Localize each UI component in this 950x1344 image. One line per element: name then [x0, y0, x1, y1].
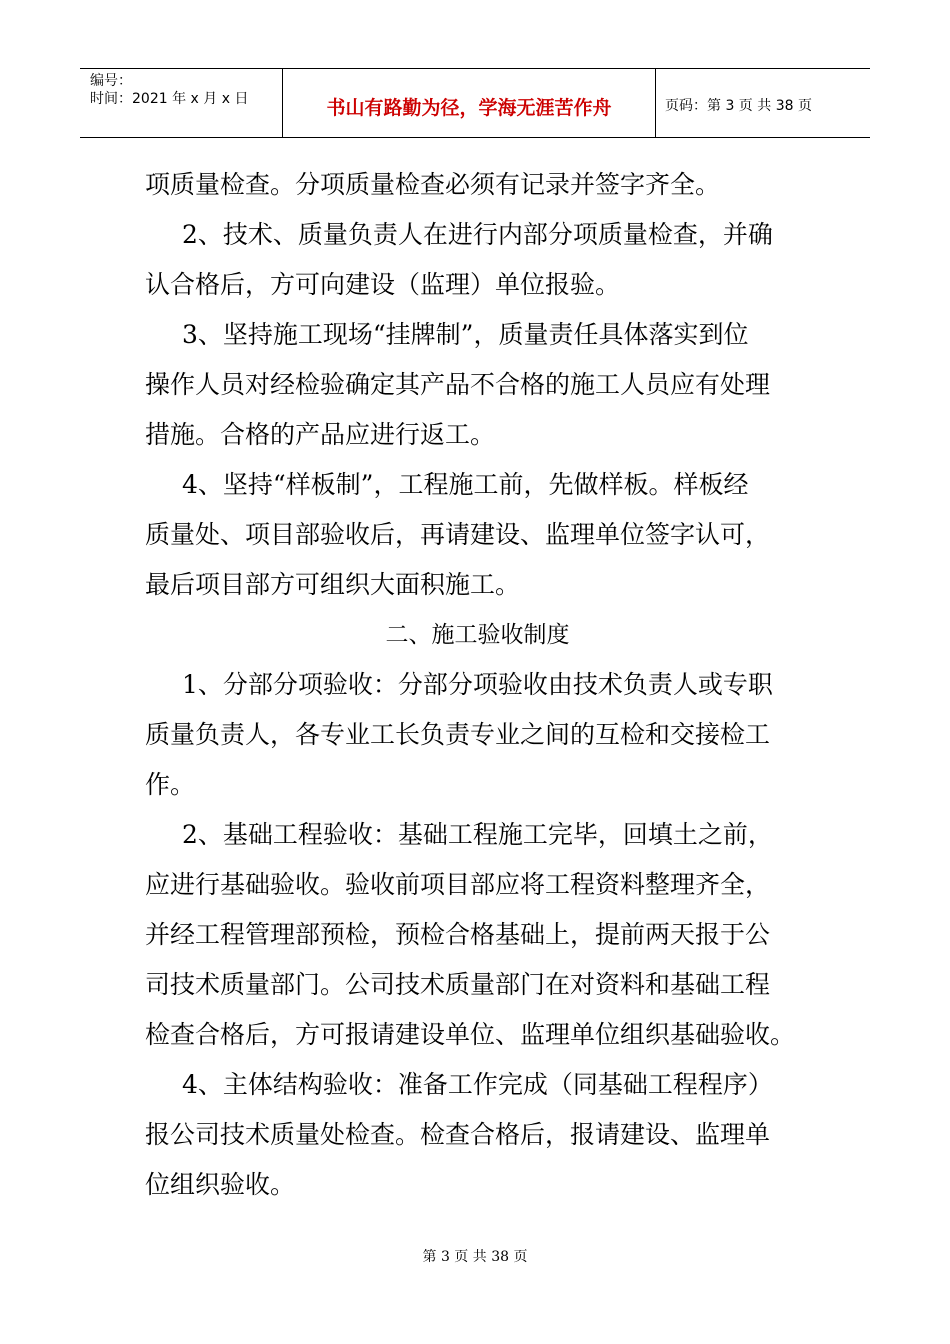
header-page-cell	[655, 69, 870, 137]
body-line: 措施。合格的产品应进行返工。	[145, 420, 496, 449]
header-page-info: 页码：第 3 页 共 38 页	[665, 98, 812, 114]
body-line: 1、分部分项验收：分部分项验收由技术负责人或专职	[182, 670, 773, 699]
body-line: 位组织验收。	[145, 1170, 296, 1199]
body-line: 项质量检查。分项质量检查必须有记录并签字齐全。	[145, 170, 721, 199]
header-meta-cell	[80, 69, 282, 137]
body-line: 2、基础工程验收：基础工程施工完毕，回填土之前，	[182, 820, 773, 849]
body-line: 质量处、项目部验收后，再请建设、监理单位签字认可，	[145, 520, 771, 549]
document-number-label: 编号：	[90, 73, 132, 89]
section-heading: 二、施工验收制度	[385, 622, 570, 648]
page-header	[80, 68, 870, 138]
body-line: 2、技术、质量负责人在进行内部分项质量检查，并确	[182, 220, 773, 249]
body-line: 4、主体结构验收：准备工作完成（同基础工程程序）	[182, 1070, 773, 1099]
document-date-label: 时间：2021 年 x 月 x 日	[90, 91, 249, 107]
body-line: 3、坚持施工现场“挂牌制”，质量责任具体落实到位	[182, 320, 749, 349]
body-line: 作。	[145, 770, 196, 799]
header-motto-cell	[282, 69, 656, 137]
body-line: 质量负责人，各专业工长负责专业之间的互检和交接检工	[145, 720, 771, 749]
body-line: 应进行基础验收。验收前项目部应将工程资料整理齐全，	[145, 870, 771, 899]
body-line: 报公司技术质量处检查。检查合格后，报请建设、监理单	[145, 1120, 771, 1149]
body-line: 最后项目部方可组织大面积施工。	[145, 570, 521, 599]
page-footer: 第 3 页 共 38 页	[422, 1249, 528, 1265]
body-line: 司技术质量部门。公司技术质量部门在对资料和基础工程	[145, 970, 771, 999]
body-line: 认合格后，方可向建设（监理）单位报验。	[145, 270, 621, 299]
body-line: 操作人员对经检验确定其产品不合格的施工人员应有处理	[145, 370, 771, 399]
body-line: 并经工程管理部预检，预检合格基础上，提前两天报于公	[145, 920, 771, 949]
header-motto: 书山有路勤为径，学海无涯苦作舟	[326, 97, 612, 119]
body-line: 4、坚持“样板制”，工程施工前，先做样板。样板经	[182, 470, 749, 499]
body-line: 检查合格后，方可报请建设单位、监理单位组织基础验收。	[145, 1020, 796, 1049]
